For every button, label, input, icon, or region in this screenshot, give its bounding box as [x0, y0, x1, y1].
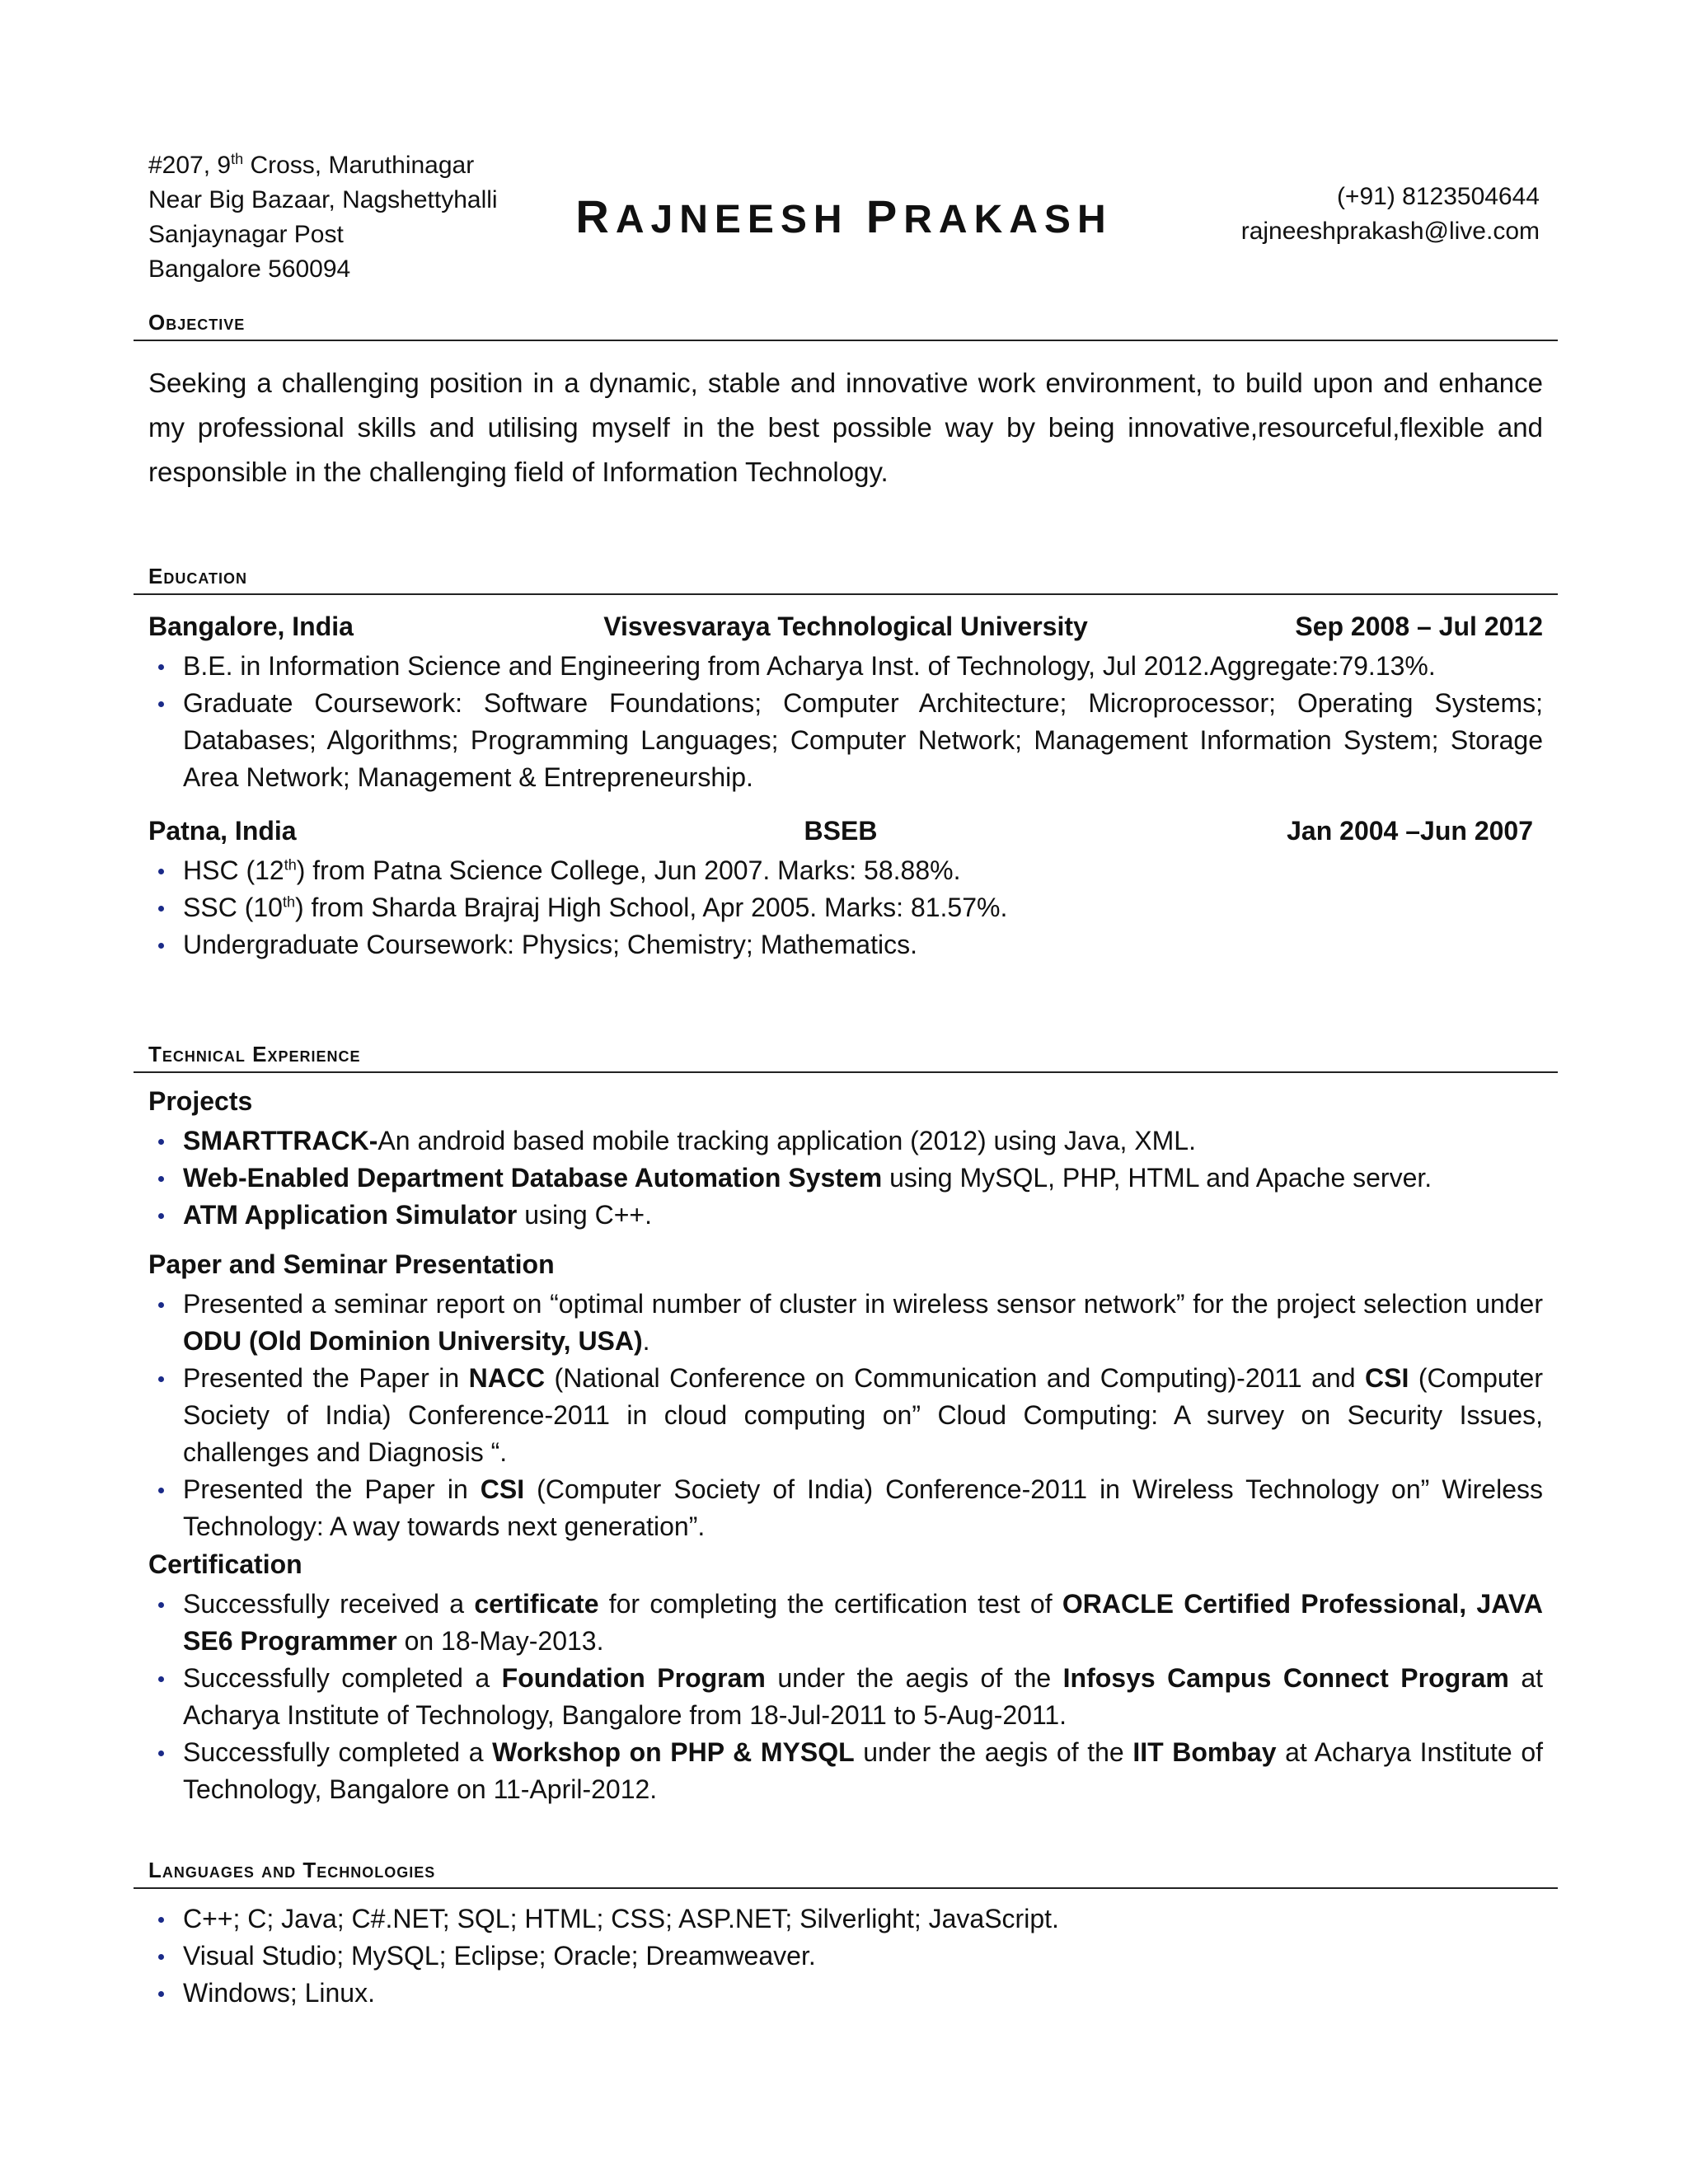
text: Presented a seminar report on “optimal number of cluster in wireless sensor network” for the project selection under — [183, 1289, 1543, 1319]
name-rest: RAKASH — [903, 198, 1113, 241]
address-line — [148, 148, 498, 183]
list-item: Graduate Coursework: Software Foundations; Computer Architecture; Microprocessor; Operating Systems; Databases; Algorithms; Programming Languages; Computer Network; Management Information System; Storage Area Network; Management & Entrepreneurship. — [148, 685, 1543, 796]
text-bold: CSI — [480, 1474, 525, 1504]
list-item: C++; C; Java; C#.NET; SQL; HTML; CSS; ASP.NET; Silverlight; JavaScript. — [148, 1900, 1543, 1938]
text: (Computer Society of India) Conference-2011 in cloud computing on” Cloud Computing: A survey on Security Issues, challenges and Diagnosis “. — [183, 1363, 1544, 1467]
education-bullets — [148, 648, 1543, 796]
certification-list — [148, 1586, 1543, 1808]
text: Presented the Paper in — [183, 1363, 469, 1393]
section-header-technical-experience — [134, 1040, 1558, 1073]
list-item-text: SSC (10 — [183, 893, 283, 922]
text-bold: certificate — [474, 1589, 599, 1619]
text-bold: Workshop on PHP & MYSQL — [492, 1737, 855, 1767]
text-bold: CSI — [1365, 1363, 1409, 1393]
subsection-title-certification: Certification — [148, 1549, 302, 1579]
address-line: Near Big Bazaar, Nagshettyhalli — [148, 186, 498, 213]
text-bold: NACC — [468, 1363, 546, 1393]
address-line-text: #207, 9 — [148, 152, 232, 179]
project-description: using MySQL, PHP, HTML and Apache server. — [882, 1163, 1432, 1193]
list-item — [148, 889, 1543, 926]
list-item — [148, 1360, 1543, 1471]
objective-text: Seeking a challenging position in a dynamic, stable and innovative work environment, to build upon and enhance my professional skills and utilising myself in the best possible way by being innovative,resourceful,flexible and responsible in the challenging field of Information Technology. — [148, 368, 1543, 487]
text: Successfully completed a — [183, 1737, 493, 1767]
education-location: Patna, India — [148, 816, 297, 846]
superscript: th — [284, 856, 297, 874]
list-item — [148, 1471, 1543, 1545]
text: (National Conference on Communication and Computing)-2011 and — [545, 1363, 1366, 1393]
section-title: Languages and Technologies — [148, 1858, 436, 1882]
list-item — [148, 1286, 1543, 1360]
projects-list — [148, 1122, 1543, 1234]
papers-list — [148, 1286, 1543, 1545]
address-superscript: th — [231, 151, 244, 167]
address-line-text: Cross, Maruthinagar — [243, 152, 475, 179]
education-institution: Visvesvaraya Technological University — [603, 612, 1088, 641]
education-location: Bangalore, India — [148, 612, 354, 641]
subsection-title-projects: Projects — [148, 1086, 253, 1116]
text: under the aegis of the — [765, 1663, 1063, 1693]
text-bold: Infosys Campus Connect Program — [1062, 1663, 1509, 1693]
section-header-education — [134, 562, 1558, 595]
project-name: SMARTTRACK- — [183, 1126, 378, 1155]
text: Presented the Paper in — [183, 1474, 481, 1504]
address-line: Sanjaynagar Post — [148, 221, 344, 248]
text: . — [642, 1326, 650, 1356]
text-bold: ODU (Old Dominion University, USA) — [183, 1326, 643, 1356]
list-item — [148, 1197, 1543, 1234]
list-item — [148, 1160, 1543, 1197]
education-entry-header — [148, 816, 1543, 846]
text: under the aegis of the — [854, 1737, 1133, 1767]
text: on 18-May-2013. — [396, 1626, 604, 1656]
list-item: Undergraduate Coursework: Physics; Chemistry; Mathematics. — [148, 926, 1543, 963]
languages-list — [148, 1900, 1543, 2012]
section-title: Objective — [148, 310, 246, 335]
text: (Computer Society of India) Conference-2011 in Wireless Technology on” Wireless Technology: A way towards next generation”. — [183, 1474, 1544, 1541]
text: for completing the certification test of — [598, 1589, 1062, 1619]
section-title: Education — [148, 564, 247, 588]
list-item — [148, 1122, 1543, 1160]
text-bold: Foundation Program — [501, 1663, 766, 1693]
email-address: rajneeshprakash@live.com — [1240, 218, 1540, 245]
name-initial: P — [865, 190, 904, 242]
text: at Acharya Institute of Technology, Bangalore on 11-April-2012. — [183, 1737, 1544, 1804]
project-name: ATM Application Simulator — [183, 1200, 518, 1230]
list-item — [148, 1586, 1543, 1660]
contact-block — [1241, 180, 1540, 249]
education-dates: Sep 2008 – Jul 2012 — [1295, 612, 1543, 641]
list-item — [148, 852, 1543, 889]
list-item: Visual Studio; MySQL; Eclipse; Oracle; Dreamweaver. — [148, 1938, 1543, 1975]
list-item — [148, 1660, 1543, 1734]
section-header-objective — [134, 308, 1558, 341]
subsection-title-papers: Paper and Seminar Presentation — [148, 1249, 555, 1279]
name-initial: R — [575, 190, 616, 242]
list-item: B.E. in Information Science and Engineering from Acharya Inst. of Technology, Jul 2012.Aggregate:79.13%. — [148, 648, 1543, 685]
list-item-text: ) from Sharda Brajraj High School, Apr 2005. Marks: 81.57%. — [294, 893, 1008, 922]
text: at Acharya Institute of Technology, Bangalore from 18-Jul-2011 to 5-Aug-2011. — [183, 1663, 1544, 1730]
list-item-text: ) from Patna Science College, Jun 2007. Marks: 58.88%. — [296, 855, 961, 885]
project-name: Web-Enabled Department Database Automation System — [183, 1163, 883, 1193]
text: Successfully completed a — [183, 1663, 502, 1693]
section-title: Technical Experience — [148, 1042, 361, 1066]
project-description: using C++. — [517, 1200, 652, 1230]
text: Successfully received a — [183, 1589, 475, 1619]
education-dates: Jan 2004 –Jun 2007 — [1287, 816, 1533, 846]
project-description: An android based mobile tracking application (2012) using Java, XML. — [377, 1126, 1196, 1155]
education-entry-header — [148, 612, 1543, 642]
list-item-text: HSC (12 — [183, 855, 284, 885]
section-header-languages — [134, 1856, 1558, 1889]
name-rest: AJNEESH — [615, 198, 849, 241]
list-item — [148, 1734, 1543, 1808]
phone-number: (+91) 8123504644 — [1336, 183, 1540, 210]
text-bold: IIT Bombay — [1132, 1737, 1277, 1767]
text-bold: ORACLE Certified Professional, JAVA SE6 Programmer — [183, 1589, 1544, 1656]
list-item: Windows; Linux. — [148, 1975, 1543, 2012]
education-institution: BSEB — [804, 816, 878, 846]
education-bullets — [148, 852, 1543, 963]
superscript: th — [282, 893, 295, 911]
address-line: Bangalore 560094 — [148, 255, 351, 283]
